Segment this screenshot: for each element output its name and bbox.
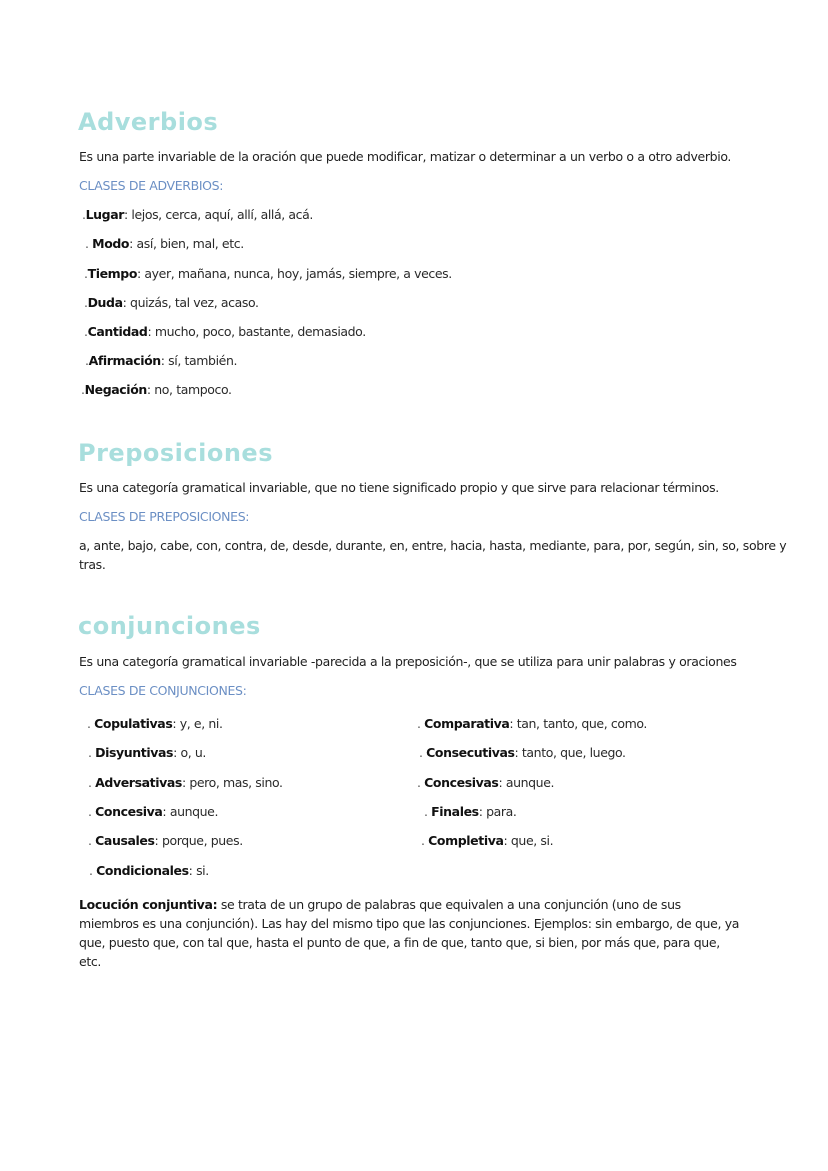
separator: : xyxy=(509,716,517,731)
bullet-dot: . xyxy=(88,775,96,790)
bullet-dot: . xyxy=(417,716,425,731)
item-term: Disyuntivas xyxy=(95,745,174,760)
separator: : xyxy=(478,804,487,819)
item-term: Tiempo xyxy=(87,266,138,281)
separator: : xyxy=(129,236,137,251)
locucion-term: Locución conjuntiva: xyxy=(79,897,218,912)
bullet-dot: . xyxy=(87,716,95,731)
item-term: Completiva xyxy=(428,833,504,848)
bullet-dot: . xyxy=(419,745,427,760)
bullet-dot: . xyxy=(84,324,88,339)
bullet-dot: . xyxy=(89,863,97,878)
conjuncion-item-concesiva xyxy=(88,804,218,820)
conjuncion-item-copulativas xyxy=(87,716,223,732)
adverbio-item-afirmacion xyxy=(85,353,237,369)
bullet-dot: . xyxy=(417,775,425,790)
bullet-dot: . xyxy=(84,266,88,281)
separator: : xyxy=(172,716,180,731)
conjunciones-definition: Es una categoría gramatical invariable -parecida a la preposición-, que se utiliza para unir palabras y oraciones xyxy=(79,654,737,669)
item-term: Comparativa xyxy=(424,716,510,731)
item-examples: tanto, que, luego. xyxy=(521,745,626,760)
conjuncion-item-adversativas xyxy=(88,775,283,791)
bullet-dot: . xyxy=(85,353,89,368)
item-term: Modo xyxy=(92,236,130,251)
separator: : xyxy=(498,775,506,790)
item-examples: pero, mas, sino. xyxy=(189,775,283,790)
item-term: Afirmación xyxy=(88,353,161,368)
separator: : xyxy=(160,353,169,368)
conjunciones-classes-label: CLASES DE CONJUNCIONES: xyxy=(79,683,247,698)
adverbio-item-cantidad xyxy=(84,324,366,340)
heading-adverbios: Adverbios xyxy=(78,108,219,136)
separator: : xyxy=(514,745,522,760)
item-examples: mucho, poco, bastante, demasiado. xyxy=(154,324,366,339)
separator: : xyxy=(146,382,155,397)
separator: : xyxy=(124,207,132,222)
item-examples: no, tampoco. xyxy=(154,382,232,397)
item-examples: si. xyxy=(196,863,209,878)
adverbios-classes-label: CLASES DE ADVERBIOS: xyxy=(79,178,224,193)
conjuncion-item-disyuntivas xyxy=(88,745,206,761)
locucion-conjuntiva-paragraph xyxy=(79,895,741,971)
item-examples: quizás, tal vez, acaso. xyxy=(130,295,259,310)
heading-conjunciones: conjunciones xyxy=(78,612,261,640)
item-term: Condicionales xyxy=(96,863,189,878)
item-examples: que, si. xyxy=(510,833,554,848)
preposiciones-definition: Es una categoría gramatical invariable, que no tiene significado propio y que sirve para relacionar términos. xyxy=(79,480,719,495)
locucion-text: se trata de un grupo de palabras que equivalen a una conjunción (uno de sus miembros es una conjunción). Las hay del mismo tipo que las conjunciones. Ejemplos: sin embargo, de que, ya que, puesto que, con tal que, hasta el punto de que, a fin de que, tanto que, si bien, por más que, para que, etc. xyxy=(79,897,740,969)
bullet-dot: . xyxy=(85,236,93,251)
item-term: Consecutivas xyxy=(426,745,515,760)
item-term: Causales xyxy=(95,833,155,848)
adverbio-item-negacion xyxy=(81,382,232,398)
bullet-dot: . xyxy=(82,207,86,222)
item-term: Concesiva xyxy=(95,804,163,819)
adverbio-item-modo xyxy=(85,236,244,252)
item-term: Cantidad xyxy=(87,324,148,339)
conjuncion-item-concesivas xyxy=(417,775,554,791)
adverbios-definition: Es una parte invariable de la oración que puede modificar, matizar o determinar a un verbo o a otro adverbio. xyxy=(79,149,732,164)
bullet-dot: . xyxy=(88,745,96,760)
item-term: Duda xyxy=(87,295,123,310)
bullet-dot: . xyxy=(84,295,88,310)
item-examples: aunque. xyxy=(505,775,555,790)
item-term: Finales xyxy=(431,804,479,819)
conjuncion-item-comparativa xyxy=(417,716,647,732)
bullet-dot: . xyxy=(88,833,96,848)
item-examples: sí, también. xyxy=(168,353,238,368)
item-examples: y, e, ni. xyxy=(179,716,223,731)
bullet-dot: . xyxy=(88,804,96,819)
conjuncion-item-condicionales xyxy=(89,863,209,879)
item-examples: o, u. xyxy=(180,745,206,760)
separator: : xyxy=(503,833,511,848)
item-term: Lugar xyxy=(85,207,124,222)
separator: : xyxy=(122,295,131,310)
separator: : xyxy=(162,804,170,819)
item-term: Adversativas xyxy=(95,775,182,790)
adverbio-item-duda xyxy=(84,295,259,311)
item-term: Negación xyxy=(84,382,147,397)
preposiciones-list-line-1: a, ante, bajo, cabe, con, contra, de, desde, durante, en, entre, hacia, hasta, mediante, para, por, según, sin, so, sobre y xyxy=(79,538,787,553)
item-examples: lejos, cerca, aquí, allí, allá, acá. xyxy=(131,207,313,222)
preposiciones-list-line-2: tras. xyxy=(79,557,106,572)
separator: : xyxy=(188,863,197,878)
bullet-dot: . xyxy=(81,382,85,397)
conjuncion-item-completiva xyxy=(421,833,553,849)
separator: : xyxy=(154,833,162,848)
bullet-dot: . xyxy=(421,833,429,848)
item-term: Copulativas xyxy=(94,716,173,731)
item-examples: aunque. xyxy=(169,804,219,819)
conjuncion-item-finales xyxy=(424,804,516,820)
separator: : xyxy=(181,775,190,790)
item-examples: porque, pues. xyxy=(161,833,243,848)
preposiciones-classes-label: CLASES DE PREPOSICIONES: xyxy=(79,509,250,524)
adverbio-item-lugar xyxy=(82,207,313,223)
adverbio-item-tiempo xyxy=(84,266,452,282)
conjuncion-item-consecutivas xyxy=(419,745,626,761)
item-examples: para. xyxy=(486,804,517,819)
item-examples: tan, tanto, que, como. xyxy=(516,716,647,731)
conjuncion-item-causales xyxy=(88,833,243,849)
item-term: Concesivas xyxy=(424,775,499,790)
separator: : xyxy=(137,266,145,281)
item-examples: ayer, mañana, nunca, hoy, jamás, siempre, a veces. xyxy=(144,266,452,281)
separator: : xyxy=(173,745,181,760)
heading-preposiciones: Preposiciones xyxy=(78,439,273,467)
item-examples: así, bien, mal, etc. xyxy=(136,236,244,251)
separator: : xyxy=(147,324,155,339)
bullet-dot: . xyxy=(424,804,432,819)
